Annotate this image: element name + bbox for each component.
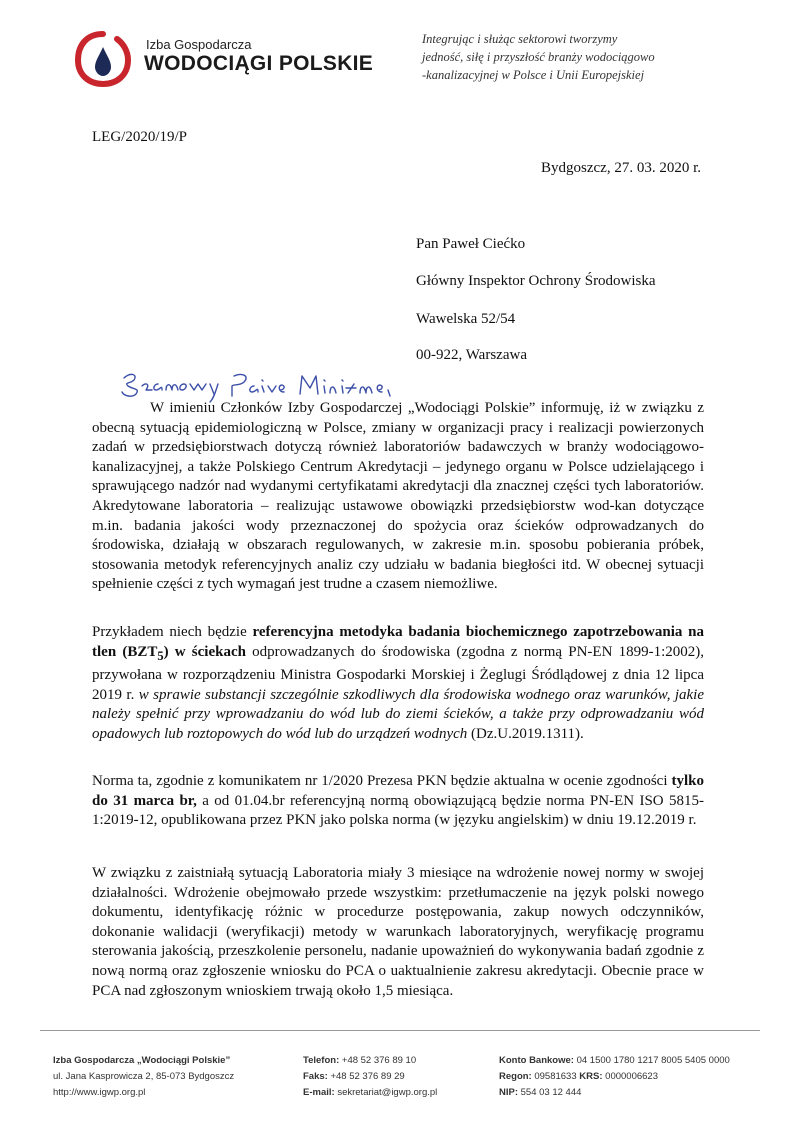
footer-phone: +48 52 376 89 10 (341, 1055, 417, 1066)
motto-line: Integrując i służąc sektorowi tworzymy (422, 32, 618, 46)
footer-contact (303, 1053, 437, 1101)
subscript-text: 5 (157, 648, 164, 663)
footer-nip: 554 03 12 444 (520, 1087, 582, 1098)
footer-email-link[interactable]: sekretariat@igwp.org.pl (337, 1087, 438, 1098)
footer-fax: +48 52 376 89 29 (330, 1071, 405, 1082)
motto (422, 30, 752, 84)
text-run: (Dz.U.2019.1311). (467, 725, 584, 742)
bold-text: ) w ściekach (163, 643, 246, 660)
footer-regon: 09581633 (534, 1071, 577, 1082)
footer-label: Regon: (499, 1071, 532, 1082)
org-name-big: WODOCIĄGI POLSKIE (144, 52, 374, 75)
bold-text: tylko do 31 marca br, (92, 773, 704, 809)
text-run: Norma ta, zgodnie z komunikatem nr 1/2020 Prezesa PKN będzie aktualna w ocenie zgodności (92, 773, 672, 789)
recipient-title: Główny Inspektor Ochrony Środowiska (416, 273, 656, 289)
letter-date: Bydgoszcz, 27. 03. 2020 r. (541, 160, 701, 176)
recipient-street: Wawelska 52/54 (416, 311, 516, 327)
footer-bank-account: 04 1500 1780 1217 8005 5405 0000 (576, 1055, 730, 1066)
bold-text: referencyjna metodyka badania biochemicznego zapotrzebowania na tlen (BZT (92, 624, 704, 660)
paragraph-3 (92, 772, 704, 831)
reference-number: LEG/2020/19/P (92, 129, 188, 145)
footer-label: Faks: (303, 1071, 328, 1082)
recipient-name: Pan Paweł Ciećko (416, 236, 526, 252)
text-run: a od 01.04.br referencyjną normą obowiązującą będzie norma PN-EN ISO 5815-1:2019-12, opublikowana przez PKN jako polska norma (w języku angielskim) w dniu 19.12.2019 r. (92, 792, 704, 829)
paragraph-4: W związku z zaistniałą sytuacją Laboratoria miały 3 miesiące na wdrożenie nowej normy w swojej działalności. Wdrożenie obejmowało przede wszystkim: przetłumaczenie na język polski nowego dokumentu, identyfikację różnic w procedurze postępowania, zakup nowych odczynników, dokonanie walidacji (weryfikacji) metody w warunkach laboratoryjnych, weryfikację programu sterowania jakością, przeszkolenie personelu, nadanie upoważnień do wykonywania badań zgodnie z nową normą oraz zgłoszenie wniosku do PCA o uaktualnienie zakresu akredytacji. Obecnie prace w PCA nad zgłoszonym wnioskiem trwają około 1,5 miesiąca. (92, 865, 704, 999)
footer-label: Konto Bankowe: (499, 1055, 574, 1066)
footer-label: NIP: (499, 1087, 518, 1098)
footer-label: E-mail: (303, 1087, 335, 1098)
motto-line: jedność, siłę i przyszłość branży wodociągowo (422, 50, 655, 64)
footer-krs: 0000006623 (605, 1071, 658, 1082)
footer-address (53, 1053, 234, 1101)
org-name-small: Izba Gospodarcza (146, 37, 252, 52)
motto-line: -kanalizacyjnej w Polsce i Unii Europejskiej (422, 68, 645, 82)
text-run: odprowadzanych do środowiska (zgodna z normą PN-EN 1899-1:2002), przywołana w rozporządzeniu Ministra Gospodarki Morskiej i Żeglugi Śródlądowej z dnia 12 lipca 2019 r. (92, 643, 704, 703)
water-drop-logo-icon (72, 28, 134, 88)
footer-website-link[interactable]: http://www.igwp.org.pl (53, 1087, 146, 1098)
recipient-city: 00-922, Warszawa (416, 347, 527, 363)
footer-street: ul. Jana Kasprowicza 2, 85-073 Bydgoszcz (53, 1071, 235, 1082)
footer-label: Telefon: (303, 1055, 340, 1066)
text-run: Przykładem niech będzie (92, 624, 253, 640)
footer-divider (40, 1030, 760, 1031)
paragraph-2 (92, 623, 704, 745)
footer-org-name: Izba Gospodarcza „Wodociągi Polskie” (53, 1055, 231, 1066)
paragraph-1: W imieniu Członków Izby Gospodarczej „Wodociągi Polskie” informuję, iż w związku z obecną sytuacją epidemiologiczną w Polsce, zmiany w organizacji pracy i realizacji powierzonych zadań w przedsiębiorstwach dotyczą również laboratoriów badawczych w branży wodociągowo-kanalizacyjnej, a także Polskiego Centrum Akredytacji – jedynego organu w Polsce udzielającego i sprawującego nadzór nad wydanymi certyfikatami akredytacji dla znacznej części tych laboratoriów. Akredytowane laboratoria – realizując ustawowe obowiązki przedsiębiorstw wod-kan dotyczące m.in. badania jakości wody przeznaczonej do spożycia oraz ścieków odprowadzanych do środowiska, działają w obszarach regulowanych, w zakresie m.in. sposobu pobierania próbek, stosowania metodyk referencyjnych analiz czy udziału w badania biegłości itd. W obecnej sytuacji spełnienie części z tych wymagań jest trudne a czasem niemożliwe. (92, 400, 704, 593)
footer-registry (499, 1053, 730, 1101)
footer-label: KRS: (579, 1071, 603, 1082)
italic-text: w sprawie substancji szczególnie szkodliwych dla środowiska wodnego oraz warunków, jakie należy spełnić przy wprowadzaniu do wód lub do ziemi ścieków, a także przy odprowadzaniu wód opadowych lub roztopowych do wód lub do urządzeń wodnych (92, 686, 704, 742)
